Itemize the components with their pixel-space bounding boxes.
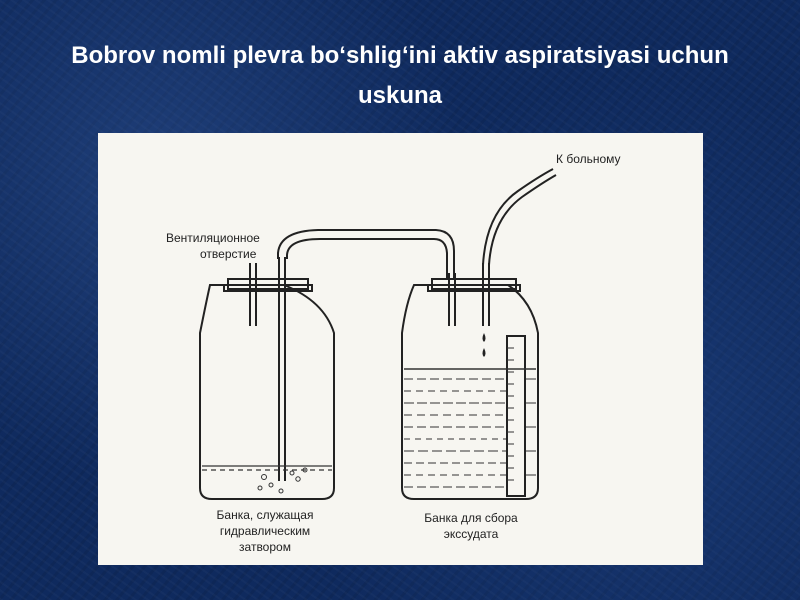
label-vent-line1: Вентиляционное — [166, 231, 260, 245]
slide-title: Bobrov nomli plevra bo‘shlig‘ini aktiv aspiratsiyasi uchun uskuna — [71, 42, 729, 109]
connecting-hose — [278, 230, 454, 279]
apparatus-figure — [98, 133, 703, 565]
label-jar1-line2: гидравлическим — [219, 524, 311, 538]
label-jar2-line2: экссудата — [443, 527, 499, 541]
label-vent-line2: отверстие — [200, 247, 257, 261]
label-jar1-line3: затвором — [239, 540, 291, 554]
label-to-patient: К больному — [556, 152, 621, 166]
label-jar1-line1: Банка, служащая — [216, 508, 314, 522]
apparatus-drawing — [98, 133, 703, 565]
label-jar2-line1: Банка для сбора — [424, 511, 518, 525]
jar2-body — [402, 285, 538, 499]
jar1-body — [200, 285, 334, 499]
